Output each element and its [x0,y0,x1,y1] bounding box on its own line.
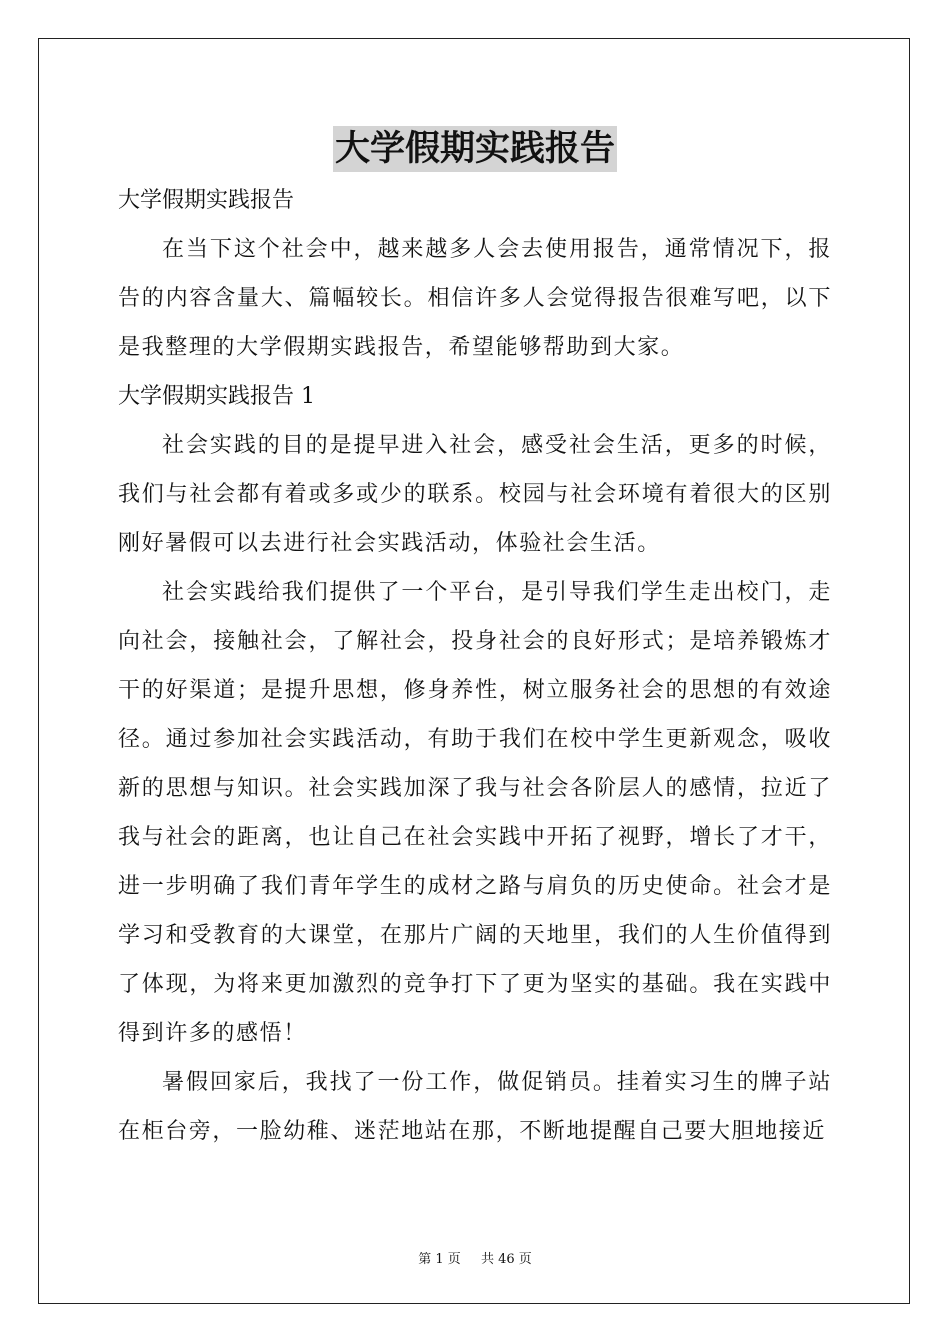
page-number: 第 1 页 [418,1252,461,1267]
title-area [0,126,950,172]
document-body [118,176,832,1156]
document-title: 大学假期实践报告 [333,126,617,172]
subtitle: 大学假期实践报告 [118,188,295,213]
intro-paragraph: 在当下这个社会中，越来越多人会去使用报告，通常情况下，报告的内容含量大、篇幅较长。相信许多人会觉得报告很难写吧，以下是我整理的大学假期实践报告，希望能够帮助到大家。 [118,237,832,360]
section-title: 大学假期实践报告 1 [118,384,315,409]
page-footer [0,1248,950,1267]
body-paragraph-1: 社会实践的目的是提早进入社会，感受社会生活，更多的时候，我们与社会都有着或多或少的联系。校园与社会环境有着很大的区别刚好暑假可以去进行社会实践活动，体验社会生活。 [118,433,832,556]
body-paragraph-3: 暑假回家后，我找了一份工作，做促销员。挂着实习生的牌子站在柜台旁，一脸幼稚、迷茫地站在那，不断地提醒自己要大胆地接近 [118,1070,832,1144]
body-paragraph-2: 社会实践给我们提供了一个平台，是引导我们学生走出校门，走向社会，接触社会，了解社会，投身社会的良好形式；是培养锻炼才干的好渠道；是提升思想，修身养性，树立服务社会的思想的有效途径。通过参加社会实践活动，有助于我们在校中学生更新观念，吸收新的思想与知识。社会实践加深了我与社会各阶层人的感情，拉近了我与社会的距离，也让自己在社会实践中开拓了视野，增长了才干，进一步明确了我们青年学生的成材之路与肩负的历史使命。社会才是学习和受教育的大课堂，在那片广阔的天地里，我们的人生价值得到了体现，为将来更加激烈的竞争打下了更为坚实的基础。我在实践中得到许多的感悟！ [118,580,832,1046]
total-pages: 共 46 页 [480,1252,532,1267]
